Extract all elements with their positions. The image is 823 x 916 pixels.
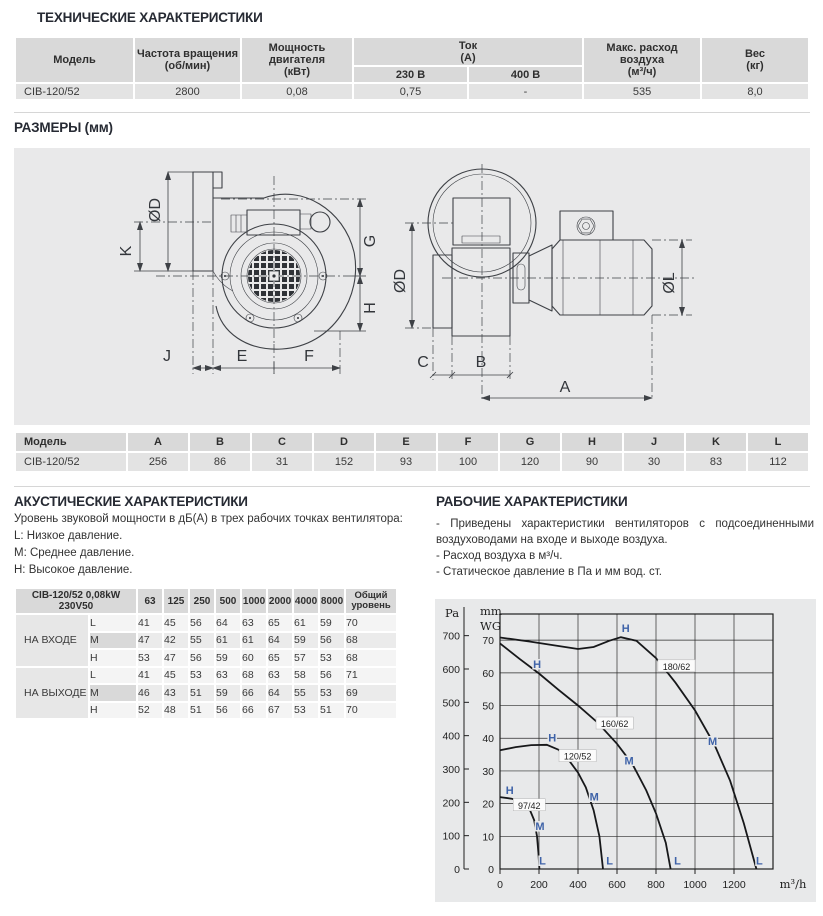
dimensions-section-title: РАЗМЕРЫ (мм)	[14, 120, 113, 135]
tech-col-power	[242, 38, 352, 82]
total-level-header: Общий уровень	[346, 589, 396, 613]
pa-tick-label: 500	[442, 697, 460, 710]
table-header-row	[16, 589, 396, 613]
dims-col-h: H	[562, 433, 622, 451]
side-dim-label-a: A	[559, 379, 571, 396]
dims-col-j: J	[624, 433, 684, 451]
acoustic-section-title: АКУСТИЧЕСКИЕ ХАРАКТЕРИСТИКИ	[14, 494, 248, 509]
tech-current-230-value: 0,75	[354, 84, 467, 99]
acoustic-legend-h: Н: Высокое давление.	[14, 564, 133, 576]
side-view-drawing	[392, 164, 694, 400]
cell: 47	[164, 650, 188, 666]
tech-table	[14, 36, 810, 101]
dims-value-a: 256	[128, 453, 188, 471]
x-tick-label: 400	[569, 879, 587, 891]
cell: 45	[164, 615, 188, 631]
total-cell: 70	[346, 703, 396, 719]
performance-note: - Статическое давление в Па и мм вод. ст.	[436, 566, 662, 578]
point-label: L	[90, 668, 136, 684]
x-axis-unit: m³/h	[779, 877, 807, 891]
pa-tick-label: 0	[454, 864, 460, 876]
operating-point-label: L	[755, 855, 763, 868]
dims-col-l: L	[748, 433, 808, 451]
cell: 42	[164, 633, 188, 649]
front-dim-label-k: K	[118, 245, 135, 257]
mmwg-tick-label: 70	[482, 635, 494, 648]
freq-col-250: 250	[190, 589, 214, 613]
cell: 56	[190, 615, 214, 631]
tech-col-airflow-unit: (м³/ч)	[627, 66, 657, 78]
curve-name-label: 160/62	[600, 719, 629, 730]
cell: 64	[216, 615, 240, 631]
front-dim-label-d: ØD	[147, 198, 164, 222]
operating-point-label: H	[533, 659, 542, 672]
cell: 61	[242, 633, 266, 649]
cell: 45	[164, 668, 188, 684]
freq-col-1000: 1000	[242, 589, 266, 613]
cell: 53	[294, 703, 318, 719]
cell: 56	[216, 703, 240, 719]
cell: 63	[242, 615, 266, 631]
tech-current-400-value: -	[469, 84, 582, 99]
dims-col-model: Модель	[16, 433, 126, 451]
pa-tick-label: 700	[442, 630, 460, 643]
tech-col-power-name: Мощность двигателя	[268, 42, 326, 66]
cell: 66	[242, 685, 266, 701]
tech-col-weight-name: Вес	[744, 48, 766, 60]
dims-col-d: D	[314, 433, 374, 451]
dims-value-g: 120	[500, 453, 560, 471]
cell: 48	[164, 703, 188, 719]
dims-value-d: 152	[314, 453, 374, 471]
dims-value-b: 86	[190, 453, 250, 471]
tech-col-current-unit: (А)	[460, 51, 476, 64]
cell: 59	[320, 615, 344, 631]
operating-point-label: M	[707, 736, 718, 748]
dims-value-f: 100	[438, 453, 498, 471]
cell: 59	[216, 650, 240, 666]
point-label: H	[90, 703, 136, 719]
tech-power-value: 0,08	[242, 84, 352, 99]
tech-col-airflow-name: Макс. расход воздуха	[606, 42, 678, 66]
cell: 55	[294, 685, 318, 701]
acoustic-intro: Уровень звуковой мощности в дБ(А) в трех рабочих точках вентилятора:	[14, 513, 403, 525]
operating-point-label: M	[624, 755, 634, 768]
cell: 47	[138, 633, 162, 649]
terminal-box-front	[247, 210, 300, 235]
cell: 56	[320, 668, 344, 684]
tech-airflow-value: 535	[584, 84, 700, 99]
front-dim-label-f: F	[304, 348, 314, 365]
freq-col-63: 63	[138, 589, 162, 613]
cell: 55	[190, 633, 214, 649]
dims-value-h: 90	[562, 453, 622, 471]
cell: 64	[268, 633, 292, 649]
performance-note: - Приведены характеристики вентиляторов с подсоединенными воздуховодами на входе и выходе воздуха.	[436, 518, 814, 546]
freq-col-2000: 2000	[268, 589, 292, 613]
mmwg-tick-label: 30	[482, 765, 494, 778]
point-label: M	[90, 633, 136, 649]
mmwg-axis-unit: mm	[480, 604, 502, 618]
cell: 68	[242, 668, 266, 684]
tech-speed-value: 2800	[135, 84, 240, 99]
tech-col-model: Модель	[16, 38, 133, 82]
x-tick-label: 200	[530, 879, 548, 891]
freq-col-4000: 4000	[294, 589, 318, 613]
curve-name-label: 120/52	[563, 751, 592, 762]
tech-col-weight-unit: (кг)	[746, 60, 764, 72]
dims-value-k: 83	[686, 453, 746, 471]
tech-section-title: ТЕХНИЧЕСКИЕ ХАРАКТЕРИСТИКИ	[37, 10, 263, 25]
total-cell: 70	[346, 615, 396, 631]
cell: 58	[294, 668, 318, 684]
x-tick-label: 0	[497, 879, 503, 891]
cell: 59	[294, 633, 318, 649]
point-label: M	[90, 685, 136, 701]
dimension-drawings-panel	[14, 148, 810, 425]
dims-value-c: 31	[252, 453, 312, 471]
tech-col-airflow	[584, 38, 700, 82]
x-tick-label: 600	[608, 879, 626, 891]
operating-point-label: H	[621, 623, 630, 636]
freq-col-8000: 8000	[320, 589, 344, 613]
pa-tick-label: 300	[442, 763, 460, 776]
mmwg-tick-label: 10	[482, 831, 494, 844]
operating-point-label: H	[548, 732, 557, 745]
mmwg-axis-unit: WG	[480, 619, 502, 633]
operating-point-label: M	[589, 791, 599, 804]
cell: 46	[138, 685, 162, 701]
cell: 64	[268, 685, 292, 701]
cell: 63	[216, 668, 240, 684]
performance-note: - Расход воздуха в м³/ч.	[436, 550, 563, 562]
tech-col-230v: 230 В	[354, 67, 467, 82]
table-row	[16, 453, 808, 471]
terminal-box-side	[560, 211, 613, 240]
table-row	[16, 84, 808, 99]
front-view-drawing	[118, 172, 379, 374]
front-dim-label-e: E	[236, 348, 248, 365]
side-dim-label-l: ØL	[661, 272, 678, 294]
tech-col-power-unit: (кВт)	[283, 66, 311, 78]
total-cell: 69	[346, 685, 396, 701]
cell: 60	[242, 650, 266, 666]
mmwg-tick-label: 20	[482, 798, 494, 811]
dims-value-j: 30	[624, 453, 684, 471]
tech-col-speed	[135, 38, 240, 82]
cell: 53	[138, 650, 162, 666]
section-divider	[14, 486, 810, 487]
fan-dimension-drawing	[14, 148, 810, 425]
acoustic-legend-m: М: Среднее давление.	[14, 547, 135, 559]
cell: 57	[294, 650, 318, 666]
fan-curves-chart	[435, 599, 816, 902]
x-tick-label: 1000	[683, 879, 707, 891]
operating-point-label: L	[539, 855, 546, 868]
total-cell: 68	[346, 633, 396, 649]
cell: 59	[216, 685, 240, 701]
curve-name-label: 97/42	[517, 800, 541, 811]
mmwg-tick-label: 0	[488, 864, 494, 876]
cell: 63	[268, 668, 292, 684]
tech-col-speed-name: Частота вращения	[136, 48, 239, 60]
section-divider	[14, 112, 810, 113]
point-label: H	[90, 650, 136, 666]
cell: 43	[164, 685, 188, 701]
table-row	[16, 668, 396, 684]
operating-point-label: M	[535, 821, 545, 833]
curve-name-label: 180/62	[662, 661, 691, 672]
dims-value-l: 112	[748, 453, 808, 471]
pa-tick-label: 100	[442, 830, 460, 843]
point-label: L	[90, 615, 136, 631]
tech-col-current	[354, 38, 582, 65]
total-cell: 71	[346, 668, 396, 684]
mmwg-tick-label: 50	[482, 700, 494, 713]
tech-col-current-name: Ток	[458, 39, 478, 52]
cell: 51	[190, 685, 214, 701]
pa-tick-label: 600	[442, 663, 460, 676]
group-outlet: НА ВЫХОДЕ	[16, 668, 88, 719]
pa-axis-unit: Pa	[445, 606, 460, 620]
side-dim-label-d: ØD	[392, 269, 409, 293]
dims-col-k: K	[686, 433, 746, 451]
cell: 52	[138, 703, 162, 719]
dimensions-table	[14, 431, 810, 473]
cell: 53	[190, 668, 214, 684]
tech-model-value: CIB-120/52	[16, 84, 133, 99]
pa-tick-label: 400	[442, 730, 460, 743]
x-tick-label: 800	[647, 879, 665, 891]
cell: 66	[242, 703, 266, 719]
acoustic-model-header: CIB-120/52 0,08kW 230V50	[16, 589, 136, 613]
dims-model-value: CIB-120/52	[16, 453, 126, 471]
acoustic-table	[14, 587, 398, 720]
cell: 51	[320, 703, 344, 719]
side-dim-label-c: C	[417, 354, 429, 371]
tech-weight-value: 8,0	[702, 84, 808, 99]
total-cell: 68	[346, 650, 396, 666]
performance-chart-panel	[435, 599, 816, 902]
pa-tick-label: 200	[442, 797, 460, 810]
tech-col-400v: 400 В	[469, 67, 582, 82]
front-dim-label-g: G	[362, 234, 379, 248]
dims-col-e: E	[376, 433, 436, 451]
table-header-row	[16, 433, 808, 451]
operating-point-label: H	[505, 785, 514, 798]
acoustic-description	[14, 511, 424, 579]
table-row	[16, 615, 396, 631]
cell: 41	[138, 615, 162, 631]
operating-point-label: L	[674, 855, 681, 868]
cell: 53	[320, 685, 344, 701]
dims-col-a: A	[128, 433, 188, 451]
cell: 56	[190, 650, 214, 666]
tech-col-speed-unit: (об/мин)	[164, 60, 211, 72]
operating-point-label: L	[606, 855, 613, 868]
front-dim-label-h: H	[362, 302, 379, 314]
cell: 53	[320, 650, 344, 666]
acoustic-legend-l: L: Низкое давление.	[14, 530, 123, 542]
outlet-port-front	[310, 212, 330, 232]
performance-notes	[436, 516, 814, 580]
cell: 41	[138, 668, 162, 684]
motor-body	[552, 240, 652, 315]
cell: 56	[320, 633, 344, 649]
cell: 65	[268, 615, 292, 631]
mmwg-tick-label: 40	[482, 733, 494, 746]
tech-col-weight	[702, 38, 808, 82]
cell: 61	[294, 615, 318, 631]
cell: 61	[216, 633, 240, 649]
dims-col-f: F	[438, 433, 498, 451]
mmwg-tick-label: 60	[482, 667, 494, 680]
dims-col-c: C	[252, 433, 312, 451]
group-inlet: НА ВХОДЕ	[16, 615, 88, 666]
dims-value-e: 93	[376, 453, 436, 471]
cell: 51	[190, 703, 214, 719]
freq-col-125: 125	[164, 589, 188, 613]
x-tick-label: 1200	[722, 879, 746, 891]
cell: 65	[268, 650, 292, 666]
performance-section-title: РАБОЧИЕ ХАРАКТЕРИСТИКИ	[436, 494, 628, 509]
dims-col-g: G	[500, 433, 560, 451]
freq-col-500: 500	[216, 589, 240, 613]
front-dim-label-j: J	[163, 348, 171, 365]
cell: 67	[268, 703, 292, 719]
dims-col-b: B	[190, 433, 250, 451]
side-dim-label-b: B	[475, 354, 487, 371]
